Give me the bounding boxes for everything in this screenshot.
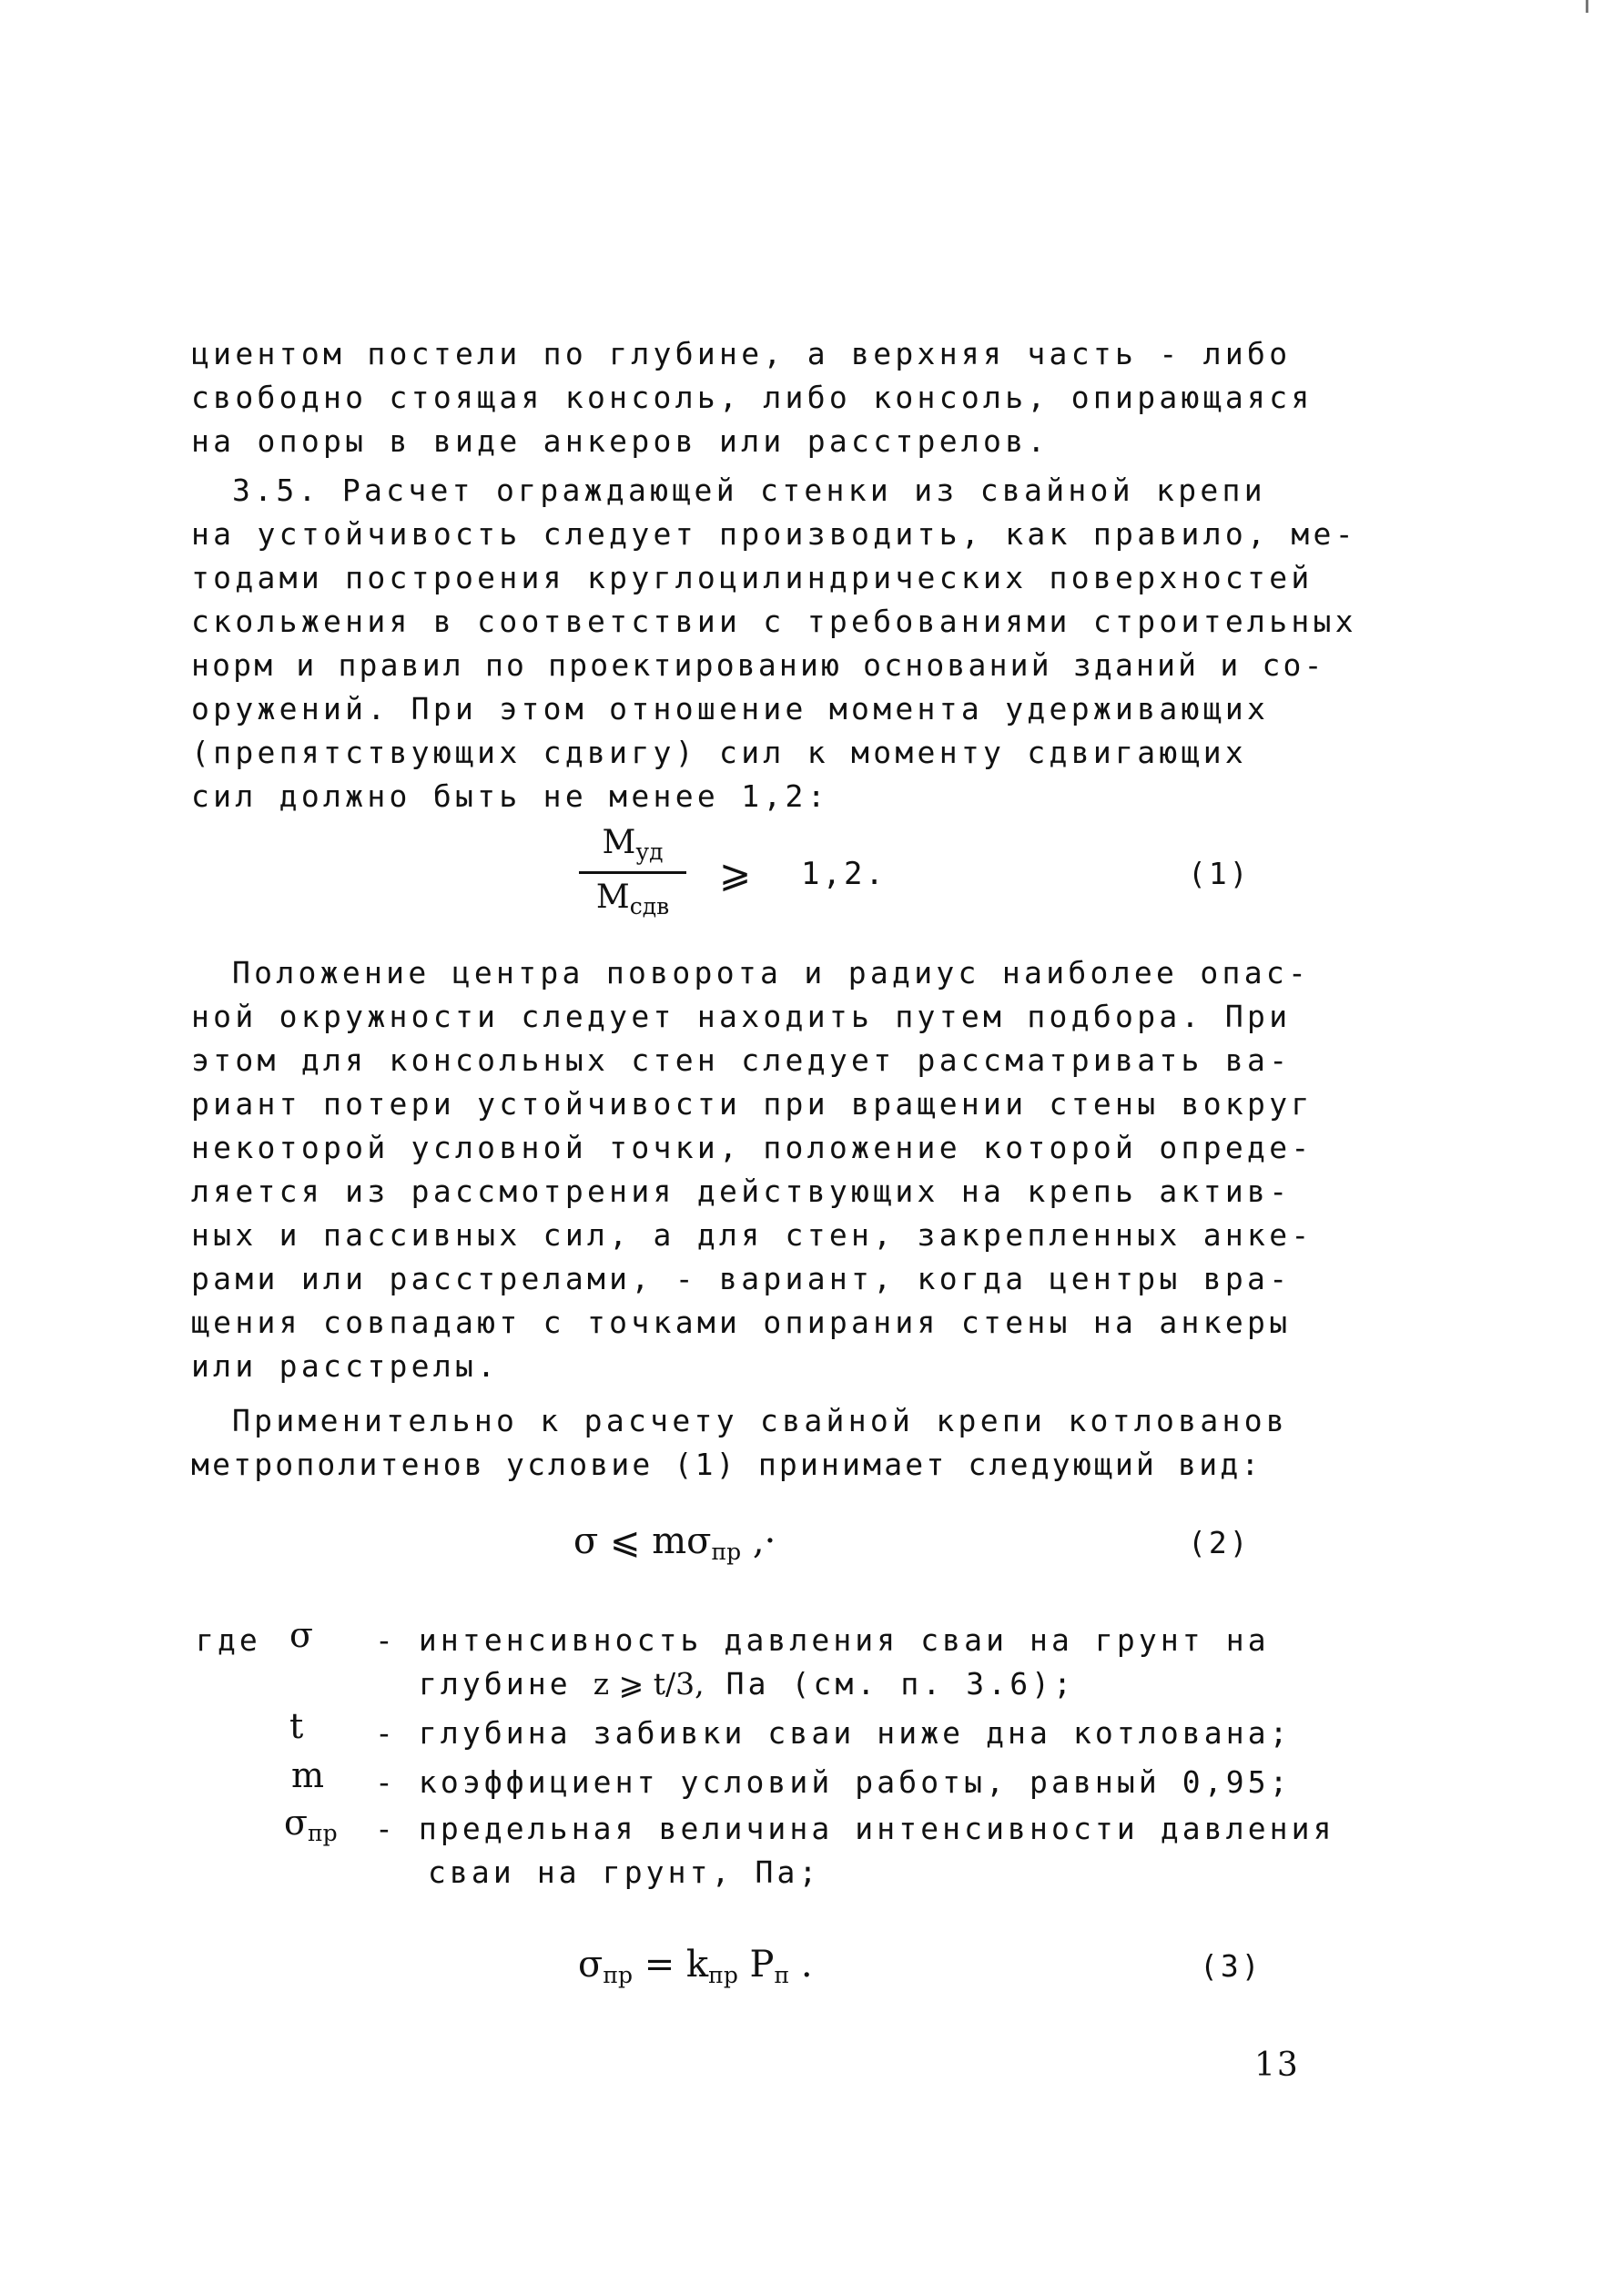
t-definition: - глубина забивки сваи ниже дна котлована; bbox=[375, 1715, 1292, 1751]
section-3-5-line: (препятствующих сдвигу) сил к моменту сдвигающих bbox=[191, 735, 1248, 770]
formula-3: $\sigma_{пр} = k_{пр}$ $P_п$ . bbox=[578, 1944, 813, 1988]
page-number: 13 bbox=[1254, 2047, 1300, 2084]
text-line: свободно стоящая консоль, либо консоль, опирающаяся bbox=[191, 380, 1314, 415]
section-3-5-line: оружений. При этом отношение момента удерживающих bbox=[191, 691, 1270, 726]
sigma-definition: - интенсивность давления сваи на грунт на bbox=[375, 1622, 1270, 1658]
section-3-5-line: на устойчивость следует производить, как правило, ме- bbox=[191, 516, 1357, 552]
paragraph-line: или расстрелы. bbox=[191, 1348, 500, 1384]
paragraph-line: этом для консольных стен следует рассматривать ва- bbox=[191, 1042, 1292, 1078]
t-symbol: t bbox=[289, 1706, 304, 1746]
text-line: циентом постели по глубине, а верхняя часть - либо bbox=[191, 336, 1292, 371]
paragraph-line: метрополитенов условие (1) принимает следующий вид: bbox=[191, 1447, 1263, 1482]
paragraph-line: ной окружности следует находить путем подбора. При bbox=[191, 999, 1292, 1034]
sigma-pr-definition: - предельная величина интенсивности давления bbox=[375, 1811, 1335, 1846]
section-3-5-line: 3.5. Расчет ограждающей стенки из свайной крепи bbox=[232, 472, 1266, 508]
paragraph-line: ляется из рассмотрения действующих на крепь актив- bbox=[191, 1173, 1292, 1209]
sigma-pr-definition-cont: сваи на грунт, Па; bbox=[428, 1854, 821, 1890]
formula-1-relation: ⩾ bbox=[719, 851, 752, 896]
paragraph-line: Применительно к расчету свайной крепи котлованов bbox=[232, 1403, 1289, 1438]
m-symbol: m bbox=[291, 1755, 325, 1795]
formula-1-rhs: 1,2. bbox=[801, 856, 887, 892]
text-line: на опоры в виде анкеров или расстрелов. bbox=[191, 423, 1050, 459]
sigma-pr-symbol: $\sigma_{пр}$ bbox=[284, 1803, 338, 1846]
section-3-5-line: скольжения в соответствии с требованиями строительных bbox=[191, 604, 1357, 639]
formula-1-numerator: $M_{уд}$ bbox=[602, 824, 664, 865]
sigma-definition-cont: глубине z ⩾ t/3, Па (см. п. 3.6); bbox=[419, 1666, 1076, 1702]
sigma-symbol: σ bbox=[289, 1615, 313, 1655]
section-3-5-line: сил должно быть не менее 1,2: bbox=[191, 778, 829, 814]
section-3-5-line: тодами построения круглоцилиндрических поверхностей bbox=[191, 560, 1314, 595]
equation-number-2: (2) bbox=[1188, 1525, 1251, 1560]
scan-edge-mark bbox=[1586, 0, 1588, 13]
equation-number-1: (1) bbox=[1188, 856, 1251, 891]
formula-2: σ ⩽ $m\sigma_{пр}$ ,· bbox=[573, 1520, 776, 1565]
paragraph-line: щения совпадают с точками опирания стены на анкеры bbox=[191, 1305, 1292, 1340]
section-3-5-line: норм и правил по проектированию оснований зданий и со- bbox=[191, 647, 1325, 683]
paragraph-line: рами или расстрелами, - вариант, когда центры вра- bbox=[191, 1261, 1292, 1296]
paragraph-line: ных и пассивных сил, а для стен, закрепленных анке- bbox=[191, 1217, 1314, 1253]
where-label: где bbox=[196, 1622, 261, 1658]
formula-1-denominator: $M_{сдв}$ bbox=[595, 879, 670, 919]
paragraph-line: некоторой условной точки, положение которой опреде- bbox=[191, 1130, 1314, 1165]
paragraph-line: Положение центра поворота и радиус наиболее опас- bbox=[232, 955, 1311, 991]
equation-number-3: (3) bbox=[1200, 1948, 1263, 1984]
m-definition: - коэффициент условий работы, равный 0,95; bbox=[375, 1764, 1292, 1800]
paragraph-line: риант потери устойчивости при вращении стены вокруг bbox=[191, 1086, 1314, 1122]
fraction-bar bbox=[579, 871, 686, 874]
